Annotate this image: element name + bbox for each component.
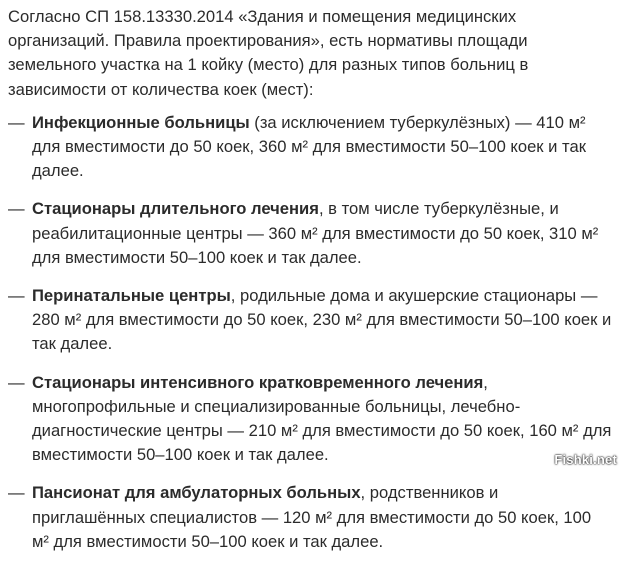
dash-bullet: — [8,372,25,392]
list-item-intensive-care-hospitals [8,371,612,468]
dash-bullet: — [8,112,25,132]
item-title: Стационары интенсивного кратковременного лечения [32,372,484,392]
dash-bullet: — [8,199,25,219]
item-text: , родственников и приглашённых специалистов — 120 м² для вместимости до 50 коек, 100 м² для вместимости 50–100 коек и так далее. [32,483,592,551]
dash-bullet: — [8,483,25,503]
item-text: , в том числе туберкулёзные, и реабилитационные центры — 360 м² для вместимости до 50 коек, 310 м² для вместимости 50–100 коек и так далее. [32,199,599,267]
item-title: Инфекционные больницы [32,112,250,132]
document-body [8,5,612,568]
item-title: Пансионат для амбулаторных больных [32,483,361,503]
list-item-long-term-hospitals [8,197,612,270]
item-text: (за исключением туберкулёзных) — 410 м² для вместимости до 50 коек, 360 м² для вместимости 50–100 коек и так далее. [32,112,586,181]
dash-bullet: — [8,286,25,306]
item-text: , родильные дома и акушерские стационары — 280 м² для вместимости до 50 коек, 230 м² для вместимости 50–100 коек и так далее. [32,286,612,354]
watermark-logo: Fishki.net [554,452,617,467]
item-text: , многопрофильные и специализированные больницы, лечебно-диагностические центры — 210 м² для вместимости до 50 коек, 160 м² для вместимости 50–100 коек и так далее. [32,372,612,465]
item-title: Перинатальные центры [32,286,231,306]
item-title: Стационары длительного лечения [32,199,319,219]
list-item-outpatient-boarding-house [8,481,612,554]
list-item-infectious-hospitals [8,111,612,184]
intro-paragraph: Согласно СП 158.13330.2014 «Здания и помещения медицинских организаций. Правила проектирования», есть нормативы площади земельного участка на 1 койку (место) для разных типов больниц в зависимости от количества коек (мест): [8,7,529,99]
list-item-perinatal-centers [8,284,612,357]
